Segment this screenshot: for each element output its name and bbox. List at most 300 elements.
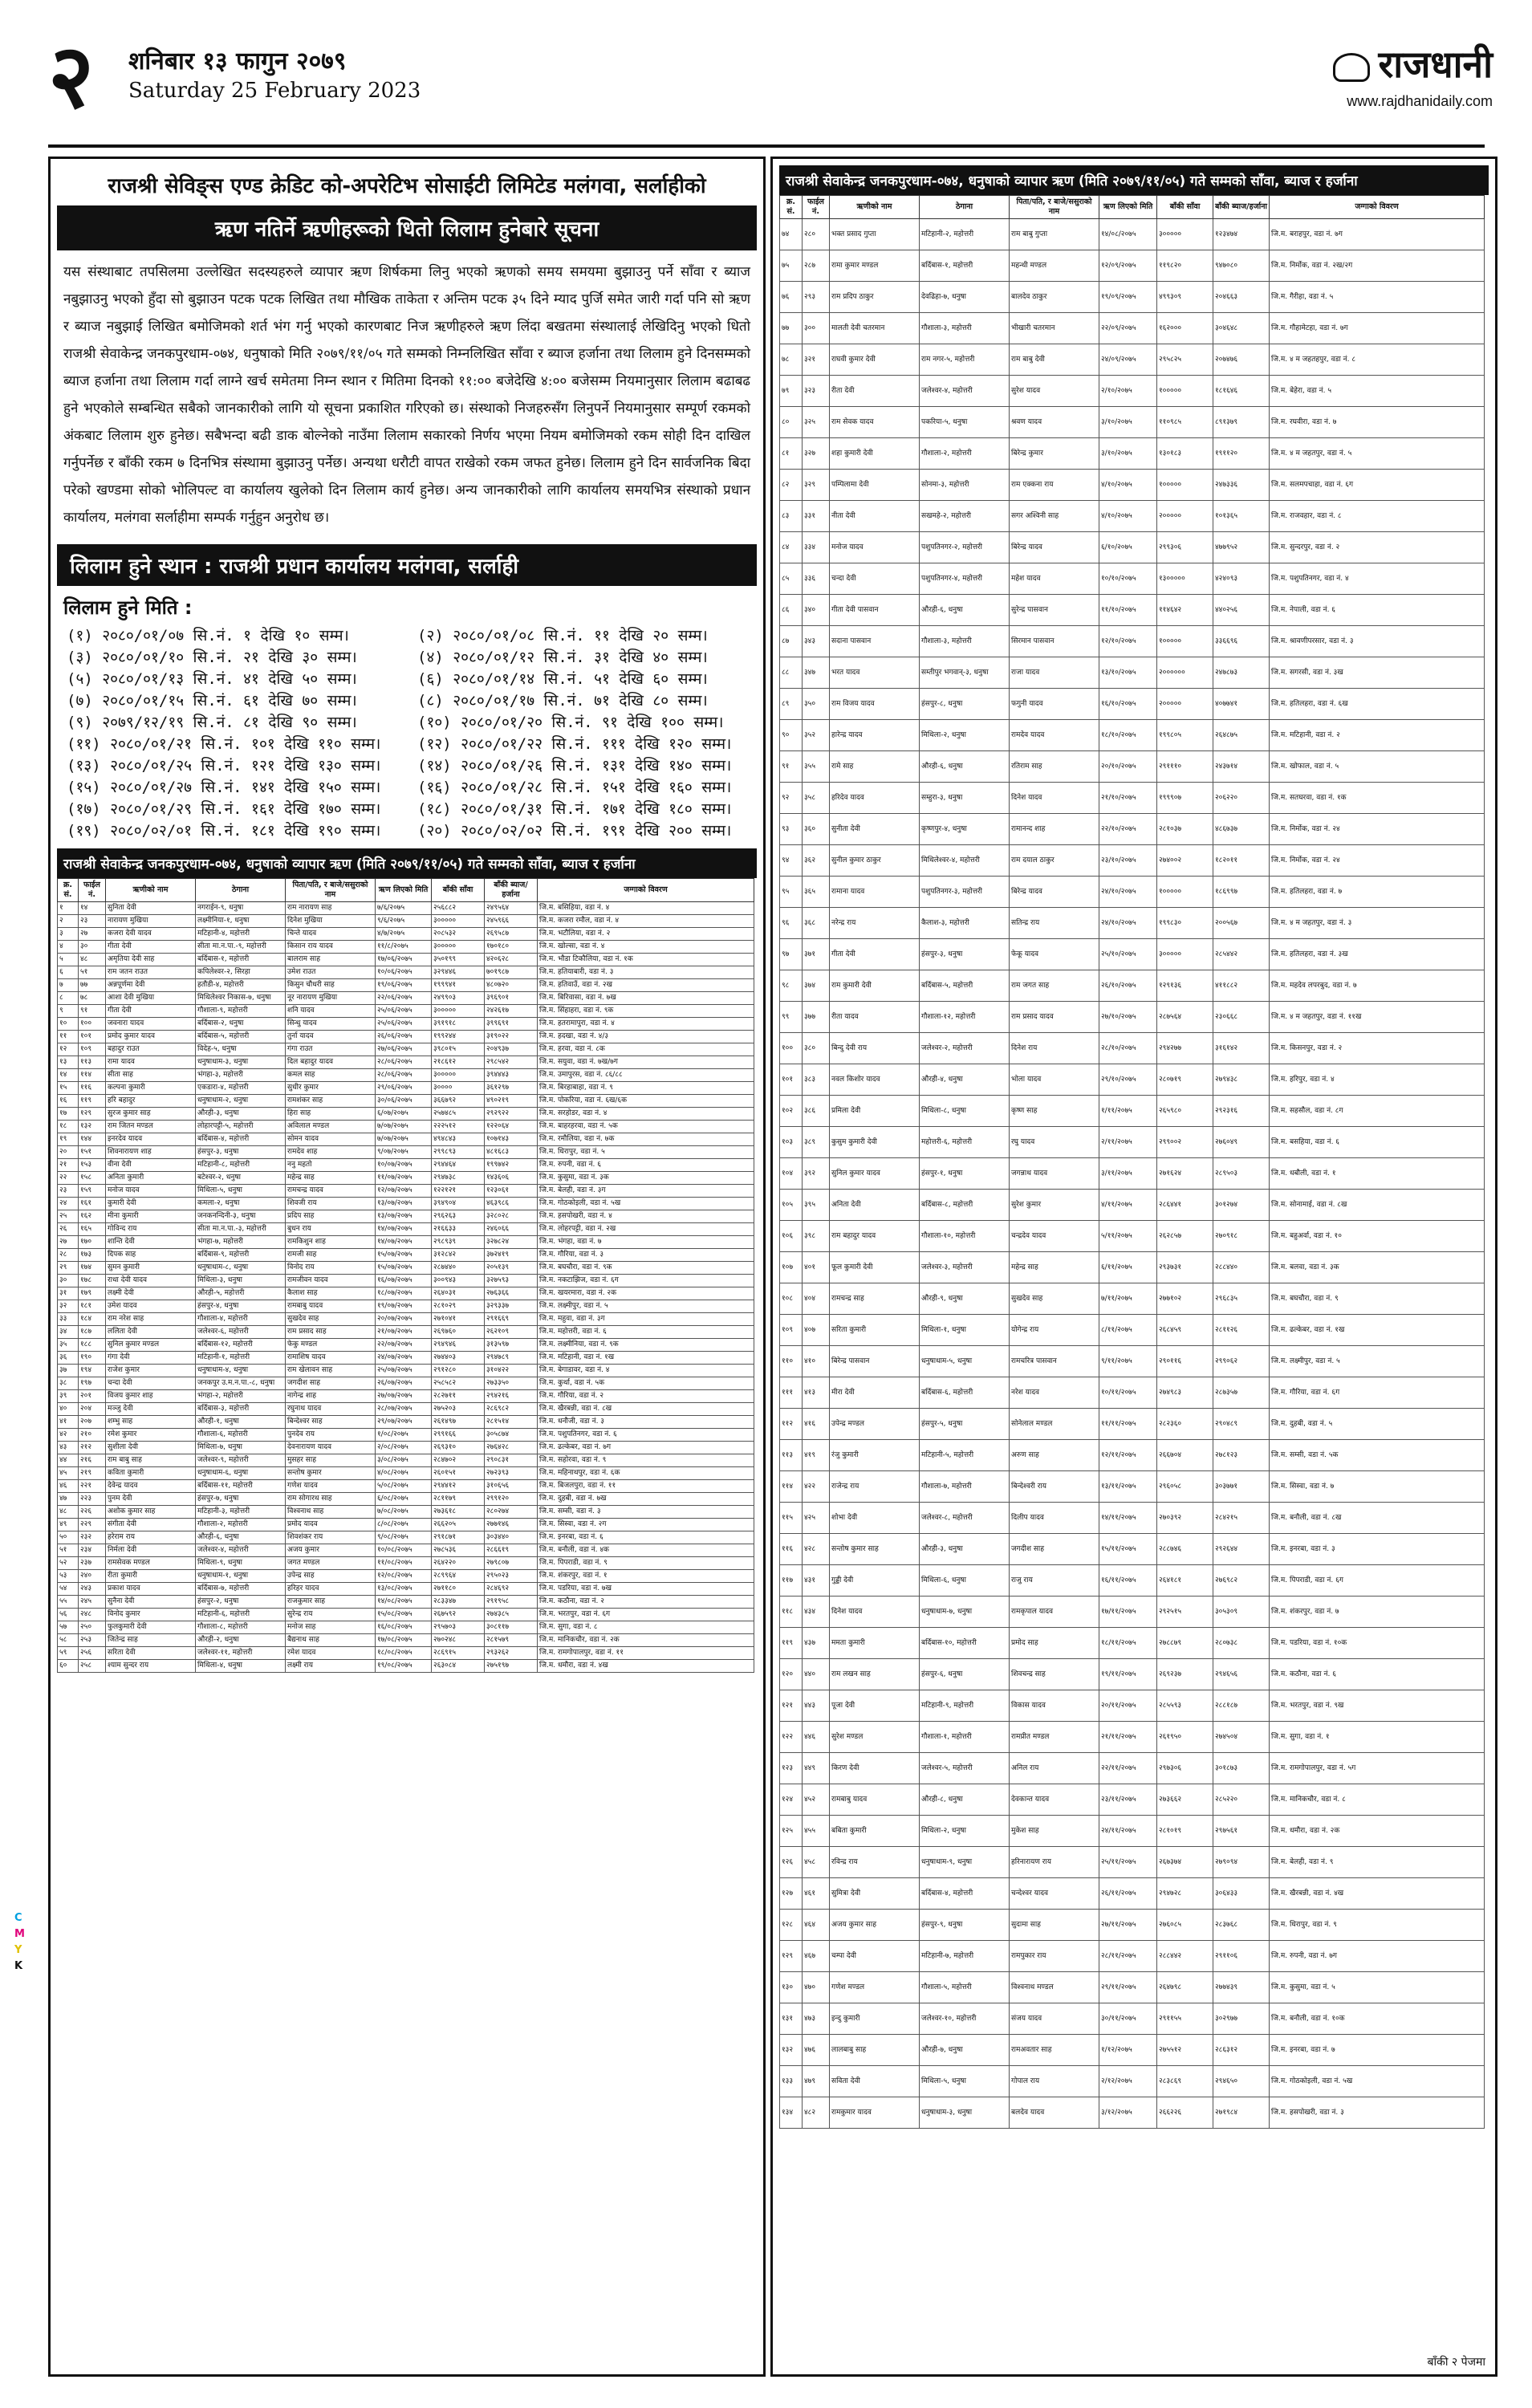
table-cell: जि.म. बहुअर्वा, वडा नं. १० (1270, 1221, 1485, 1252)
table-cell: २८ (58, 1249, 79, 1262)
table-cell: १६/०७/२०७५ (376, 1275, 432, 1287)
table-cell: ३०१२७४ (1213, 1190, 1270, 1221)
table-row (58, 1262, 754, 1275)
table-cell: सरिता देवी (106, 1647, 196, 1660)
table-cell: १८/०७/२०७५ (376, 1287, 432, 1300)
table-cell: ३६० (803, 814, 830, 845)
table-row (780, 1753, 1485, 1784)
table-row (780, 1816, 1485, 1847)
table-cell: लालबाबु साह (830, 2035, 920, 2066)
table-cell: कुसुम कुमारी देवी (830, 1127, 920, 1158)
table-cell: जि.म. इनरबा, वडा नं. ३ (1270, 1534, 1485, 1565)
table-cell: रामजीवन यादव (286, 1275, 376, 1287)
table-cell: बर्दिबास-१०, महोत्तरी (920, 1628, 1010, 1659)
table-cell: राम जगत साह (1010, 970, 1099, 1002)
table-cell: लक्ष्मी देवी (106, 1287, 196, 1300)
table-cell: १८१ (79, 1300, 106, 1313)
table-cell: १०४ (780, 1158, 803, 1190)
table-cell: जि.म. महदेव लपरबुद, वडा नं. ७ (1270, 970, 1485, 1002)
table-cell: ममता कुमारी (830, 1628, 920, 1659)
table-cell: ४५५ (803, 1816, 830, 1847)
table-cell: २७६०८५ (1157, 1910, 1213, 1941)
table-cell: १२३०६१ (485, 1185, 538, 1198)
table-cell: ३०३७७१ (1213, 1471, 1270, 1503)
table-cell: २९१२८० (432, 1365, 485, 1377)
table-cell: राम लखन साह (830, 1659, 920, 1690)
table-cell: जि.म. मटिहानी, वडा नं. १ख (538, 1352, 754, 1365)
table-cell: प्रमिला देवी (830, 1096, 920, 1127)
table-row (780, 1972, 1485, 2003)
table-cell: कल्पना कुमारी (106, 1082, 196, 1095)
table-row (58, 941, 754, 954)
table-cell: १७९ (79, 1287, 106, 1300)
table-cell: ३००००० (432, 1069, 485, 1082)
table-cell: २९५०२३ (485, 1570, 538, 1583)
table-cell: गौशाला-६, महोत्तरी (196, 1429, 286, 1442)
cmyk-c: C (14, 1912, 22, 1924)
table-row (58, 1416, 754, 1429)
table-cell: जि.म. सम्सी, वडा नं. ३ (538, 1506, 754, 1519)
table-row (780, 1315, 1485, 1346)
table-cell: अनिता कुमारी (106, 1172, 196, 1185)
table-cell: रीता देवी (830, 376, 920, 407)
table-cell: औरही-२, धनुषा (196, 1634, 286, 1647)
table-cell: औरही-७, धनुषा (920, 2035, 1010, 2066)
table-cell: जि.म. सिस्वा, वडा नं. २ग (538, 1519, 754, 1531)
table-cell: २७३६१८ (432, 1506, 485, 1519)
table-cell: ७९ (780, 376, 803, 407)
table-row (780, 407, 1485, 438)
table-cell: ३२९ (803, 470, 830, 501)
table-cell: ५० (58, 1531, 79, 1544)
table-cell: १५९ (79, 1185, 106, 1198)
table-cell: ९/०८/२०७५ (376, 1531, 432, 1544)
table-cell: ४७० (803, 1972, 830, 2003)
table-cell: अशोक कुमार साह (106, 1506, 196, 1519)
table-cell: २६७३७४ (1157, 1847, 1213, 1878)
table-row (780, 1597, 1485, 1628)
table-cell: ३७२४१९ (485, 1249, 538, 1262)
table-cell: ९४ (780, 845, 803, 877)
table-cell: २९१११० (1157, 751, 1213, 783)
table-cell: ४४६ (803, 1722, 830, 1753)
table-row (58, 1300, 754, 1313)
table-row (58, 1454, 754, 1467)
table-cell: १२/१०/२०७५ (1099, 626, 1157, 657)
table-cell: ३२८०२८ (485, 1210, 538, 1223)
table-cell: ४२५ (803, 1503, 830, 1534)
table-cell: पुनदेव राय (286, 1429, 376, 1442)
table-cell: जि.म. रमौलिया, वडा नं. ७क (538, 1133, 754, 1146)
table-cell: शोभा देवी (830, 1503, 920, 1534)
table-cell: २ (58, 915, 79, 928)
table-cell: ४९९३०९ (1157, 282, 1213, 313)
loan-table-left (57, 878, 754, 1673)
table-cell: ९/६/२०७५ (376, 915, 432, 928)
table-cell: १२९ (780, 1941, 803, 1972)
table-cell: सुखदेव साह (1010, 1283, 1099, 1315)
table-cell: रामसेवक मण्डल (106, 1557, 196, 1570)
table-cell: ३२७ (803, 438, 830, 470)
table-cell: जलेश्वर-५, महोत्तरी (920, 1753, 1010, 1784)
table-row (58, 1557, 754, 1570)
table-cell: २८८४४२ (1157, 1941, 1213, 1972)
table-cell: गीता देवी (830, 939, 920, 970)
table-cell: १००००० (1157, 877, 1213, 908)
table-cell: हिरा साह (286, 1108, 376, 1121)
table-row (780, 219, 1485, 250)
table-cell: २०६२२० (1213, 783, 1270, 814)
table-cell: २६४७९८ (1157, 1972, 1213, 2003)
table-cell: जि.म. ढल्केबर, वडा नं. १ख (1270, 1315, 1485, 1346)
table-cell: जि.म. महुवा, वडा नं. ३ग (538, 1313, 754, 1326)
table-cell: रामचन्द्र साह (830, 1283, 920, 1315)
table-cell: १२९१३६ (1157, 970, 1213, 1002)
table-cell: ९/०७/२०७५ (376, 1146, 432, 1159)
table-cell: ९५ (780, 877, 803, 908)
table-cell: १०१ (79, 1031, 106, 1043)
table-cell: जि.म. सलमपचाहा, वडा नं. ६ग (1270, 470, 1485, 501)
table-cell: जि.म. पडरिया, वडा नं. ७ख (538, 1583, 754, 1596)
table-cell: जवनारा यादव (106, 1018, 196, 1031)
table-cell: राम दयाल ठाकुर (1010, 845, 1099, 877)
table-cell: २९४६५६ (1213, 1659, 1270, 1690)
table-cell: १६२००० (1157, 313, 1213, 344)
table-cell: राधा देवी यादव (106, 1275, 196, 1287)
table-cell: रामाना यादव (830, 877, 920, 908)
table-cell: ८८ (780, 657, 803, 689)
table-cell: ८/११/२०७५ (1099, 1315, 1157, 1346)
table-cell: ११०९८५ (1157, 407, 1213, 438)
table-cell: २५८५८२ (432, 1377, 485, 1390)
table-row (58, 1634, 754, 1647)
table-cell: जि.म. सोनामाई, वडा नं. ८ख (1270, 1190, 1485, 1221)
table-cell: २६६२२६ (1157, 2097, 1213, 2129)
table-cell: ४२४०९३ (1213, 563, 1270, 595)
table-cell: १३/०७/२०७५ (376, 1198, 432, 1210)
table-row (780, 1221, 1485, 1252)
table-cell: १०/११/२०७५ (1099, 1377, 1157, 1409)
table-cell: १०१ (780, 1064, 803, 1096)
table-cell: सोनमा-३, महोत्तरी (920, 470, 1010, 501)
table-cell: ४९०२१९ (485, 1095, 538, 1108)
table-cell: एकडारा-४, महोत्तरी (196, 1082, 286, 1095)
table-cell: १८४ (79, 1313, 106, 1326)
table-cell: ४२०६२८ (485, 954, 538, 966)
table-row (780, 1659, 1485, 1690)
table-row (780, 501, 1485, 532)
table-cell: ३१६१४२ (1213, 1033, 1270, 1064)
table-cell: ४१९ (803, 1440, 830, 1471)
table-cell: २९२३१६ (1213, 1096, 1270, 1127)
table-cell: २/०८/२०७५ (376, 1442, 432, 1454)
table-cell: ३००००० (1157, 939, 1213, 970)
table-cell: ४३१ (803, 1565, 830, 1597)
table-cell: बैद्यनाथ साह (286, 1634, 376, 1647)
table-cell: शिवचन्द्र साह (1010, 1659, 1099, 1690)
table-cell: जि.म. पशुपतिनगर, वडा नं. ६ (538, 1429, 754, 1442)
website-link[interactable]: www.rajdhanidaily.com (1347, 93, 1493, 109)
table-cell: २६४०३१ (432, 1287, 485, 1300)
table-cell: २८१५१४ (485, 1416, 538, 1429)
table-cell: १७ (58, 1108, 79, 1121)
table-cell: संगीता देवी (106, 1519, 196, 1531)
table-cell: ५८ (58, 1634, 79, 1647)
table-cell: २९१८७१ (432, 1531, 485, 1544)
date-nepali: शनिबार १३ फागुन २०७९ (128, 47, 347, 75)
table-cell: जि.म. सतघरवा, वडा नं. १क (1270, 783, 1485, 814)
table-cell: जि.म. गौरिया, वडा नं. २ (538, 1390, 754, 1403)
table-cell: २८५४४२ (1213, 939, 1270, 970)
table-cell: २७०९१८ (1213, 1221, 1270, 1252)
table-cell: सोमन यादव (286, 1133, 376, 1146)
table-cell: २९२५१५ (1157, 1597, 1213, 1628)
table-cell: ११/०८/२०७५ (376, 1557, 432, 1570)
table-cell: विनोद कुमार (106, 1609, 196, 1621)
table-cell: २९०११६ (1157, 1346, 1213, 1377)
schedule-item: (१५) २०८०/०१/२७ सि.नं. १४१ देखि १५० सम्म। (67, 779, 381, 796)
table-cell: ४६४ (803, 1910, 830, 1941)
table-cell: जि.म. सयुवा, वडा नं. ७ख/७ग (538, 1056, 754, 1069)
table-cell: १०/१०/२०७५ (1099, 563, 1157, 595)
table-cell: ३१९०२२ (485, 1031, 538, 1043)
table-cell: जि.म. सहसौल, वडा नं. ८ग (1270, 1096, 1485, 1127)
table-cell: १०८ (780, 1283, 803, 1315)
loan-table-title-right: राजश्री सेवाकेन्द्र जनकपुरधाम-०७४, धनुषाको व्यापार ऋण (मिति २०७९/११/०५) गते सम्मको साँवा, ब्याज र हर्जाना (779, 165, 1489, 195)
table-cell: बबिता कुमारी (830, 1816, 920, 1847)
table-cell: ४२८ (803, 1534, 830, 1565)
table-cell: जि.म. कठौना, वडा नं. २ (538, 1596, 754, 1609)
table-cell: ३५० (803, 689, 830, 720)
table-cell: धनुषाधाम-६, धनुषा (196, 1467, 286, 1480)
table-cell: महेन्द्र साह (1010, 1252, 1099, 1283)
table-cell: २६९७६० (432, 1326, 485, 1339)
table-cell: १९९८०५ (1157, 720, 1213, 751)
table-cell: २४/०७/२०७५ (376, 1352, 432, 1365)
table-cell: २७६९८२ (1213, 1565, 1270, 1597)
table-cell: २/१२/२०७५ (1099, 2066, 1157, 2097)
table-cell: बहादुर राउत (106, 1043, 196, 1056)
table-cell: २६९३१० (432, 1442, 485, 1454)
table-cell: विकास यादव (1010, 1690, 1099, 1722)
table-cell: १०१३६५ (1213, 501, 1270, 532)
table-cell: ३३ (58, 1313, 79, 1326)
column-header: ऋणीको नाम (830, 196, 920, 219)
table-cell: जितेन्द्र साह (106, 1634, 196, 1647)
table-cell: १३/११/२०७५ (1099, 1471, 1157, 1503)
table-cell: ९८ (780, 970, 803, 1002)
table-cell: ५६ (58, 1609, 79, 1621)
table-row (780, 1878, 1485, 1910)
table-row (58, 1493, 754, 1506)
table-cell: सिन्धु यादव (286, 1018, 376, 1031)
table-cell: बटेश्वर-२, धनुषा (196, 1172, 286, 1185)
table-cell: ११२ (780, 1409, 803, 1440)
table-cell: जि.म. बलवा, वडा नं. ३क (1270, 1252, 1485, 1283)
table-cell: १८/११/२०७५ (1099, 1628, 1157, 1659)
table-cell: संजय यादव (1010, 2003, 1099, 2035)
table-cell: औरही-९, धनुषा (920, 1283, 1010, 1315)
column-header: बाँकी ब्याज/हर्जाना (485, 879, 538, 902)
table-cell: धनुषाधाम-७, धनुषा (920, 1597, 1010, 1628)
table-row (58, 1352, 754, 1365)
table-cell: २७/०६/२०७५ (376, 1043, 432, 1056)
table-cell: २६५९८० (1157, 1096, 1213, 1127)
table-cell: ५२ (58, 1557, 79, 1570)
table-cell: ५४ (58, 1583, 79, 1596)
table-cell: १९/०६/२०७५ (376, 979, 432, 992)
table-cell: राजकुमार साह (286, 1596, 376, 1609)
table-cell: १७० (79, 1236, 106, 1249)
table-cell: बर्दिबास-४, महोत्तरी (920, 1878, 1010, 1910)
table-cell: ३/१०/२०७५ (1099, 407, 1157, 438)
table-cell: गीता देवी (106, 1005, 196, 1018)
table-cell: नगराईन-९, धनुषा (196, 902, 286, 915)
table-cell: बर्दिबास-१, महोत्तरी (196, 954, 286, 966)
cmyk-m: M (14, 1928, 25, 1940)
table-cell: २६/११/२०७५ (1099, 1878, 1157, 1910)
table-cell: ८२ (780, 470, 803, 501)
table-cell: १३००००० (1157, 563, 1213, 595)
table-cell: २८५२२० (1213, 1784, 1270, 1816)
table-cell: सुनिल कुमार यादव (830, 1158, 920, 1190)
table-cell: महोत्तरी-६, महोत्तरी (920, 1127, 1010, 1158)
table-row (58, 1275, 754, 1287)
table-cell: ३६६७९२ (432, 1095, 485, 1108)
table-row (780, 2097, 1485, 2129)
table-cell: जि.म. लक्ष्मीपुर, वडा नं. ५ (1270, 1346, 1485, 1377)
table-row (58, 1043, 754, 1056)
table-cell: हंसपुर-२, धनुषा (196, 1596, 286, 1609)
loan-table-right (779, 195, 1485, 2129)
table-cell: २६/०७/२०७५ (376, 1377, 432, 1390)
table-row (780, 970, 1485, 1002)
table-cell: सन्तोष कुमार साह (830, 1534, 920, 1565)
table-cell: जि.म. रामगोपालपुर, वडा नं. ११ (538, 1647, 754, 1660)
table-cell: ३४ (58, 1326, 79, 1339)
table-cell: ३७ (58, 1365, 79, 1377)
table-cell: अजय कुमार साह (830, 1910, 920, 1941)
table-cell: जि.म. लक्ष्मीपुर, वडा नं. ५ (538, 1300, 754, 1313)
table-cell: हरेराम राय (106, 1531, 196, 1544)
table-cell: २७०३९२ (1157, 1503, 1213, 1534)
table-cell: २५८ (79, 1660, 106, 1673)
table-cell: २७/०७/२०७५ (376, 1390, 432, 1403)
table-cell: गीता देवी पासवान (830, 595, 920, 626)
table-cell: २६३०८४ (432, 1660, 485, 1673)
table-cell: उपेन्द्र मण्डल (830, 1409, 920, 1440)
table-cell: १३१ (780, 2003, 803, 2035)
table-cell: प्रमोद यादव (286, 1519, 376, 1531)
table-cell: दिनेश राय (1010, 1033, 1099, 1064)
table-cell: सखमहे-२, महोत्तरी (920, 501, 1010, 532)
table-cell: मटिहानी-६, महोत्तरी (196, 1609, 286, 1621)
table-cell: ३९८०१५ (432, 1043, 485, 1056)
table-cell: जि.म. गौरिया, वडा नं. ३ (538, 1249, 754, 1262)
table-row (58, 1146, 754, 1159)
table-cell: १०/०८/२०७५ (376, 1544, 432, 1557)
table-cell: भंगहा-३, महोत्तरी (196, 1069, 286, 1082)
table-cell: जि.म. धिरापुर, वडा नं. ५ (538, 1146, 754, 1159)
table-cell: बर्दिबास-६, महोत्तरी (920, 1377, 1010, 1409)
table-cell: ८६ (780, 595, 803, 626)
schedule-item: (५) २०८०/०१/१३ सि.नं. ४१ देखि ५० सम्म। (67, 670, 357, 688)
table-cell: मीना कुमारी (106, 1210, 196, 1223)
table-cell: ५१ (58, 1544, 79, 1557)
table-cell: २९४४६४ (432, 1159, 485, 1172)
table-cell: २९९८९३ (432, 1146, 485, 1159)
table-cell: ३०/०६/२०७५ (376, 1095, 432, 1108)
table-cell: २१ (58, 1159, 79, 1172)
table-cell: २७/१०/२०७५ (1099, 1002, 1157, 1033)
table-cell: २९३२६२ (485, 1647, 538, 1660)
table-cell: जि.म. गैरीहा, वडा नं. ५ (1270, 282, 1485, 313)
column-header: बाँकी साँवा (432, 879, 485, 902)
table-cell: ३१२८४२ (432, 1249, 485, 1262)
table-cell: ११३ (780, 1440, 803, 1471)
table-cell: २९९०६२ (1213, 1346, 1270, 1377)
table-cell: २८१५७९ (485, 1634, 538, 1647)
table-cell: निर्मला देवी (106, 1544, 196, 1557)
table-cell: ४२ (58, 1429, 79, 1442)
table-cell: ४१६ (803, 1409, 830, 1440)
table-cell: २३२ (79, 1531, 106, 1544)
table-cell: बिरेन्द्र कुमार (1010, 438, 1099, 470)
table-cell: २७७१४६ (485, 1519, 538, 1531)
table-row (780, 1064, 1485, 1096)
table-cell: जि.म. धनौजी, वडा नं. ३ (538, 1416, 754, 1429)
schedule-item: (११) २०८०/०१/२१ सि.नं. १०१ देखि ११० सम्म। (67, 735, 381, 753)
table-row (780, 2003, 1485, 2035)
table-cell: बिरेन्द्र पासवान (830, 1346, 920, 1377)
table-cell: जि.म. हतिलहरा, वडा नं. ३ख (1270, 939, 1485, 970)
table-row (780, 1377, 1485, 1409)
table-cell: अजय कुमार (286, 1544, 376, 1557)
table-cell: जलेश्वर-४, महोत्तरी (920, 376, 1010, 407)
table-cell: ३६८ (803, 908, 830, 939)
table-cell: २७४४०३ (432, 1352, 485, 1365)
table-row (58, 1108, 754, 1121)
table-cell: सुनील कुमार ठाकुर (830, 845, 920, 877)
table-row (780, 1503, 1485, 1534)
table-cell: ४१० (803, 1346, 830, 1377)
table-cell: २९१९५८ (485, 1596, 538, 1609)
table-cell: १२२१२१ (432, 1185, 485, 1198)
table-cell: ११/८/२०७५ (376, 941, 432, 954)
table-row (780, 438, 1485, 470)
table-cell: ३३६ (803, 563, 830, 595)
table-cell: जि.म. हतरामापुरा, वडा नं. ४ (538, 1018, 754, 1031)
table-cell: जि.म. नेपाली, वडा नं. ६ (1270, 595, 1485, 626)
table-cell: २१६६३३ (432, 1223, 485, 1236)
table-cell: ३७१ (803, 939, 830, 970)
table-cell: राजेश कुमार (106, 1365, 196, 1377)
table-cell: २५३ (79, 1634, 106, 1647)
table-cell: नूर नारायण मुखिया (286, 992, 376, 1005)
table-cell: १०० (780, 1033, 803, 1064)
table-cell: २८८४४० (1213, 1252, 1270, 1283)
table-cell: २८९९६४ (432, 1570, 485, 1583)
table-row (58, 1339, 754, 1352)
table-row (58, 1159, 754, 1172)
table-cell: १९/०९/२०७५ (1099, 282, 1157, 313)
table-cell: हंसपुर-७, धनुषा (196, 1493, 286, 1506)
table-cell: जि.म. बनौली, वडा नं. ४क (538, 1544, 754, 1557)
table-cell: धनुषाधाम-४, धनुषा (196, 1365, 286, 1377)
table-cell: २३ (79, 915, 106, 928)
table-cell: सीता मा.न.पा.-३, महोत्तरी (196, 1223, 286, 1236)
table-row (58, 1621, 754, 1634)
